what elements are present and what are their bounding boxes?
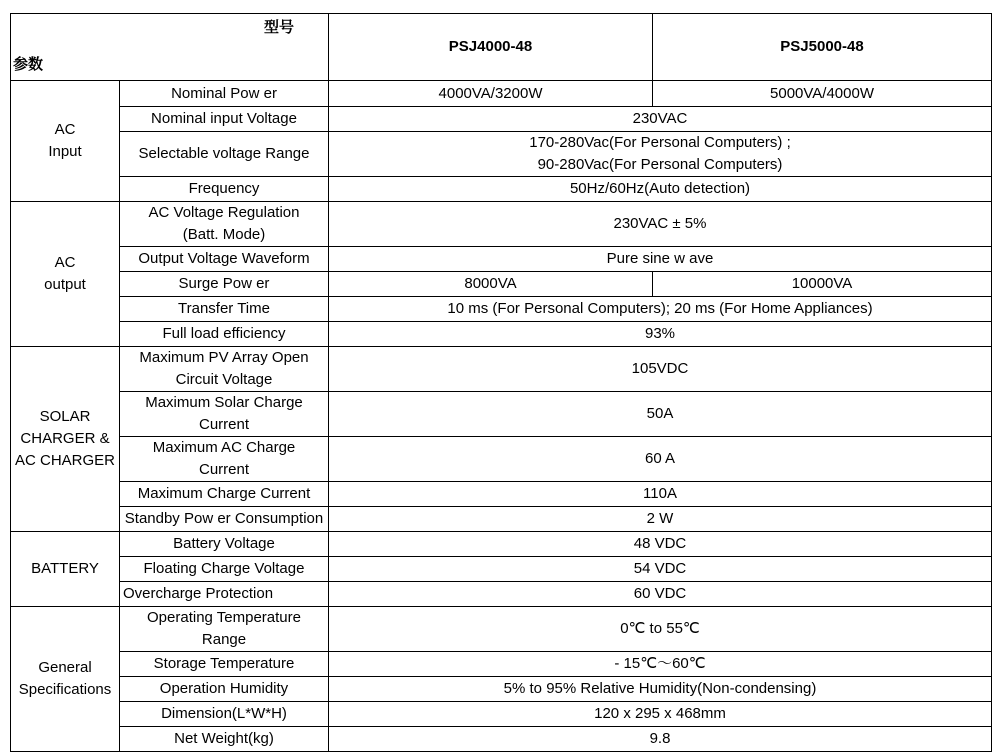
row-label: Operating Temperature Range xyxy=(120,607,329,652)
row-value: 110A xyxy=(329,482,992,507)
model-type-label: 型号 xyxy=(263,19,294,36)
table-row xyxy=(11,677,992,702)
table-row xyxy=(11,507,992,532)
table-row xyxy=(11,322,992,347)
row-label: Output Voltage Waveform xyxy=(120,247,329,272)
row-label: Frequency xyxy=(120,177,329,202)
table-row xyxy=(11,272,992,297)
row-value: 2 W xyxy=(329,507,992,532)
row-label: Net Weight(kg) xyxy=(120,727,329,752)
header-corner-cell xyxy=(11,14,329,81)
section-ac-output: AC output xyxy=(11,202,120,347)
model-header-1: PSJ4000-48 xyxy=(329,14,653,81)
table-row xyxy=(11,247,992,272)
table-row xyxy=(11,607,992,652)
table-row xyxy=(11,81,992,107)
row-value: Pure sine w ave xyxy=(329,247,992,272)
row-label: Nominal input Voltage xyxy=(120,107,329,132)
row-value: 105VDC xyxy=(329,347,992,392)
table-row xyxy=(11,727,992,752)
section-general: General Specifications xyxy=(11,607,120,752)
spec-table xyxy=(10,13,992,752)
table-row xyxy=(11,702,992,727)
table-row xyxy=(11,392,992,437)
model-header-2: PSJ5000-48 xyxy=(653,14,992,81)
row-value: 230VAC xyxy=(329,107,992,132)
row-label: Transfer Time xyxy=(120,297,329,322)
row-label: Selectable voltage Range xyxy=(120,132,329,177)
row-label: Nominal Pow er xyxy=(120,81,329,107)
row-value: 50A xyxy=(329,392,992,437)
row-value-model-1: 8000VA xyxy=(329,272,653,297)
row-label: Dimension(L*W*H) xyxy=(120,702,329,727)
row-value: 0℃ to 55℃ xyxy=(329,607,992,652)
table-row xyxy=(11,652,992,677)
table-row xyxy=(11,107,992,132)
table-row xyxy=(11,482,992,507)
row-label: Surge Pow er xyxy=(120,272,329,297)
table-row xyxy=(11,202,992,247)
row-value-model-2: 5000VA/4000W xyxy=(653,81,992,107)
table-row xyxy=(11,297,992,322)
row-label: Maximum PV Array Open Circuit Voltage xyxy=(120,347,329,392)
row-label: Floating Charge Voltage xyxy=(120,557,329,582)
row-value: 170-280Vac(For Personal Computers) ; 90-280Vac(For Personal Computers) xyxy=(329,132,992,177)
row-label: Maximum Charge Current xyxy=(120,482,329,507)
section-ac-input: AC Input xyxy=(11,81,120,202)
header-row xyxy=(11,14,992,81)
row-value: 60 VDC xyxy=(329,582,992,607)
table-row xyxy=(11,532,992,557)
row-label: Maximum Solar Charge Current xyxy=(120,392,329,437)
row-label: Maximum AC Charge Current xyxy=(120,437,329,482)
row-value: 120 x 295 x 468mm xyxy=(329,702,992,727)
row-label: Full load efficiency xyxy=(120,322,329,347)
row-value: 93% xyxy=(329,322,992,347)
row-value: 50Hz/60Hz(Auto detection) xyxy=(329,177,992,202)
row-value-model-1: 4000VA/3200W xyxy=(329,81,653,107)
table-row xyxy=(11,582,992,607)
row-value: 5% to 95% Relative Humidity(Non-condensing) xyxy=(329,677,992,702)
row-value: 48 VDC xyxy=(329,532,992,557)
section-charger: SOLAR CHARGER & AC CHARGER xyxy=(11,347,120,532)
row-value: 54 VDC xyxy=(329,557,992,582)
table-row xyxy=(11,132,992,177)
row-label: Standby Pow er Consumption xyxy=(120,507,329,532)
row-value: 10 ms (For Personal Computers); 20 ms (For Home Appliances) xyxy=(329,297,992,322)
row-label: Operation Humidity xyxy=(120,677,329,702)
section-battery: BATTERY xyxy=(11,532,120,607)
row-label: Battery Voltage xyxy=(120,532,329,557)
row-value: 230VAC ± 5% xyxy=(329,202,992,247)
parameter-label: 参数 xyxy=(13,56,44,73)
row-value: 9.8 xyxy=(329,727,992,752)
row-value: - 15℃～60℃ xyxy=(329,652,992,677)
table-row xyxy=(11,347,992,392)
row-label: AC Voltage Regulation (Batt. Mode) xyxy=(120,202,329,247)
row-value-model-2: 10000VA xyxy=(653,272,992,297)
table-row xyxy=(11,557,992,582)
row-label: Storage Temperature xyxy=(120,652,329,677)
table-row xyxy=(11,437,992,482)
table-row xyxy=(11,177,992,202)
row-label: Overcharge Protection xyxy=(120,582,329,607)
row-value: 60 A xyxy=(329,437,992,482)
